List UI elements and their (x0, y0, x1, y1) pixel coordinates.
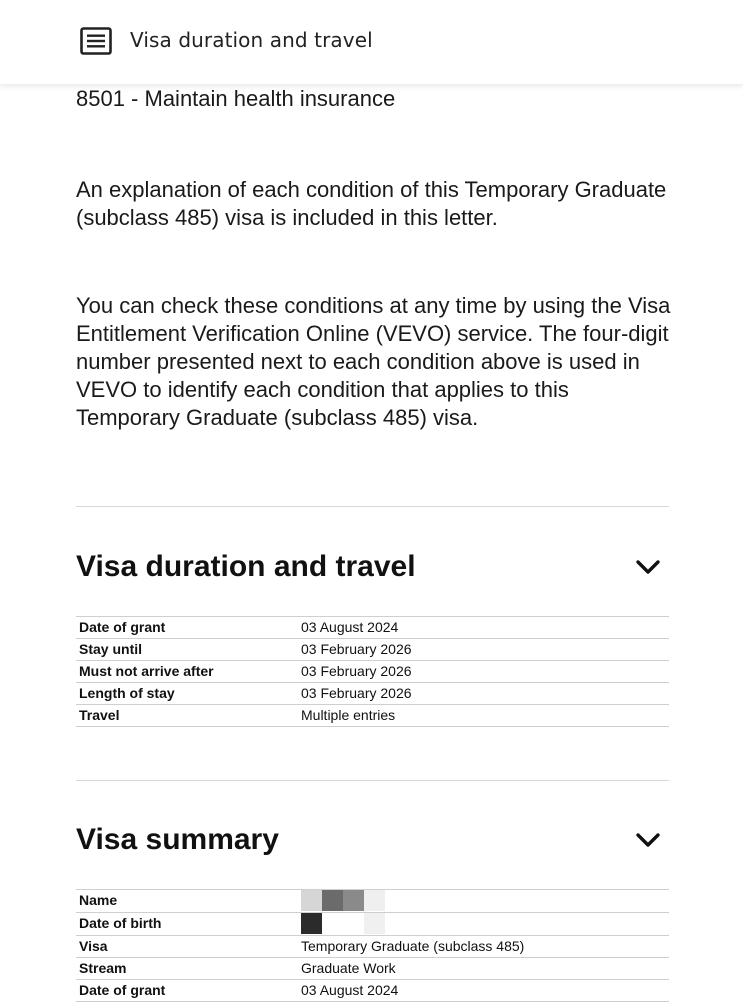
row-label: Travel (79, 707, 120, 723)
row-label: Must not arrive after (79, 663, 214, 679)
section-divider (76, 780, 669, 781)
summary-section-title: Visa summary (76, 823, 279, 856)
row-label: Date of grant (79, 619, 166, 635)
table-row (76, 979, 669, 1001)
row-value: 03 February 2026 (301, 641, 412, 657)
section-divider (76, 506, 669, 507)
chevron-down-icon[interactable] (635, 557, 661, 577)
row-value: Graduate Work (301, 959, 396, 976)
visa-condition-8501: 8501 - Maintain health insurance (76, 86, 396, 111)
row-value (298, 890, 669, 913)
row-label: Date of birth (79, 915, 162, 932)
row-label: Length of stay (79, 685, 175, 701)
summary-table (76, 889, 669, 1002)
duration-section-title: Visa duration and travel (76, 550, 416, 583)
row-value (298, 912, 669, 935)
row-label: Visa (79, 937, 108, 954)
table-row (76, 639, 669, 661)
chevron-down-icon[interactable] (635, 830, 661, 850)
row-value: 03 February 2026 (301, 663, 412, 679)
table-row (76, 617, 669, 639)
table-row (76, 890, 669, 913)
row-value: 03 August 2024 (301, 981, 399, 998)
duration-table (76, 616, 669, 727)
summary-section-header[interactable] (76, 822, 669, 862)
table-row (76, 705, 669, 727)
row-label: Stream (79, 959, 127, 976)
redacted-name (301, 890, 385, 911)
menu-icon[interactable] (80, 27, 112, 55)
table-row (76, 957, 669, 979)
vevo-note: You can check these conditions at any time by using the Visa Entitlement Verification Online (VEVO) service. The four-digit number presented next to each condition above is used in VEVO to identify each condition that applies to this Temporary Graduate (subclass 485) visa. (76, 293, 671, 430)
app-bar (0, 0, 743, 84)
row-value: 03 February 2026 (301, 685, 412, 701)
row-value: 03 August 2024 (301, 619, 399, 635)
redacted-date-of-birth (301, 913, 385, 934)
table-row (76, 935, 669, 957)
row-value: Temporary Graduate (subclass 485) (301, 937, 525, 954)
table-row (76, 661, 669, 683)
duration-section-header[interactable] (76, 549, 669, 589)
conditions-explanation: An explanation of each condition of this Temporary Graduate (subclass 485) visa is included in this letter. (76, 177, 667, 230)
table-row (76, 683, 669, 705)
table-row (76, 912, 669, 935)
row-label: Date of grant (79, 981, 166, 998)
row-label: Name (79, 892, 118, 909)
page-title: Visa duration and travel (130, 28, 373, 52)
row-value: Multiple entries (301, 707, 396, 723)
row-label: Stay until (79, 641, 143, 657)
